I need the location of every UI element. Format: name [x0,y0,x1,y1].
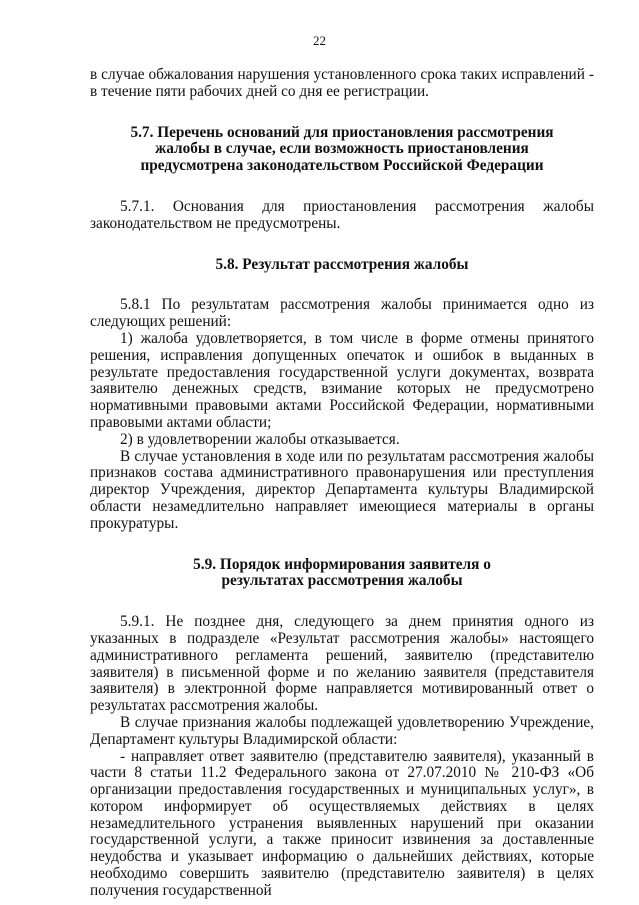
paragraph-5-9-1-response: - направляет ответ заявителю (представителю заявителя), указанный в части 8 статьи 11.2 Федерального закона от 27.07.2010 № 210-ФЗ «Об организации предоставления государственных и муниципальных услуг», в котором информирует об осуществляемых действиях в целях незамедлительного устранения выявленных нарушений при оказании государственной услуги, а также приносит извинения за доставленные неудобства и указывает информацию о дальнейших действиях, которые необходимо совершить заявителю (представителю заявителя) в целях получения государственной [90,747,594,899]
paragraph-5-8-1: 5.8.1 По результатам рассмотрения жалобы принимается одно из следующих решений: [90,296,594,331]
paragraph-5-9-1-satisfaction: В случае признания жалобы подлежащей удовлетворению Учреждение, Департамент культуры Владимирской области: [90,713,594,748]
document-body [90,67,594,900]
section-heading-5-9: 5.9. Порядок информирования заявителя о результатах рассмотрения жалобы [193,555,491,590]
paragraph-5-8-1-item-1: 1) жалоба удовлетворяется, в том числе в форме отмены принятого решения, исправления допущенных опечаток и ошибок в выданных в результате предоставления государственной услуги документах, возврата заявителю денежных средств, взимание которых не предусмотрено нормативными правовыми актами Российской Федерации, нормативными правовыми актами области; [90,329,594,431]
section-heading-5-7: 5.7. Перечень оснований для приостановления рассмотрения жалобы в случае, если возможность приостановления предусмотрена законодательством Российской Федерации [130,123,554,175]
paragraph-5-7-1: 5.7.1. Основания для приостановления рассмотрения жалобы законодательством не предусмотрены. [90,197,594,232]
paragraph-5-8-1-prosecution: В случае установления в ходе или по результатам рассмотрения жалобы признаков состава административного правонарушения или преступления директор Учреждения, директор Департамента культуры Владимирской области незамедлительно направляет имеющиеся материалы в органы прокуратуры. [90,447,594,532]
paragraph-5-8-1-item-2: 2) в удовлетворении жалобы отказывается. [120,430,400,448]
paragraph-continuation: в случае обжалования нарушения установленного срока таких исправлений - в течение пяти рабочих дней со дня ее регистрации. [90,66,594,100]
section-heading-5-8: 5.8. Результат рассмотрения жалобы [215,255,469,273]
page-number: 22 [313,33,326,48]
paragraph-5-9-1: 5.9.1. Не позднее дня, следующего за днем принятия одного из указанных в подразделе «Результат рассмотрения жалобы» настоящего административного регламента решений, заявителю (представителю заявителя) в письменной форме и по желанию заявителя (представителя заявителя) в электронной форме направляется мотивированный ответ о результатах рассмотрения жалобы. [90,613,594,715]
